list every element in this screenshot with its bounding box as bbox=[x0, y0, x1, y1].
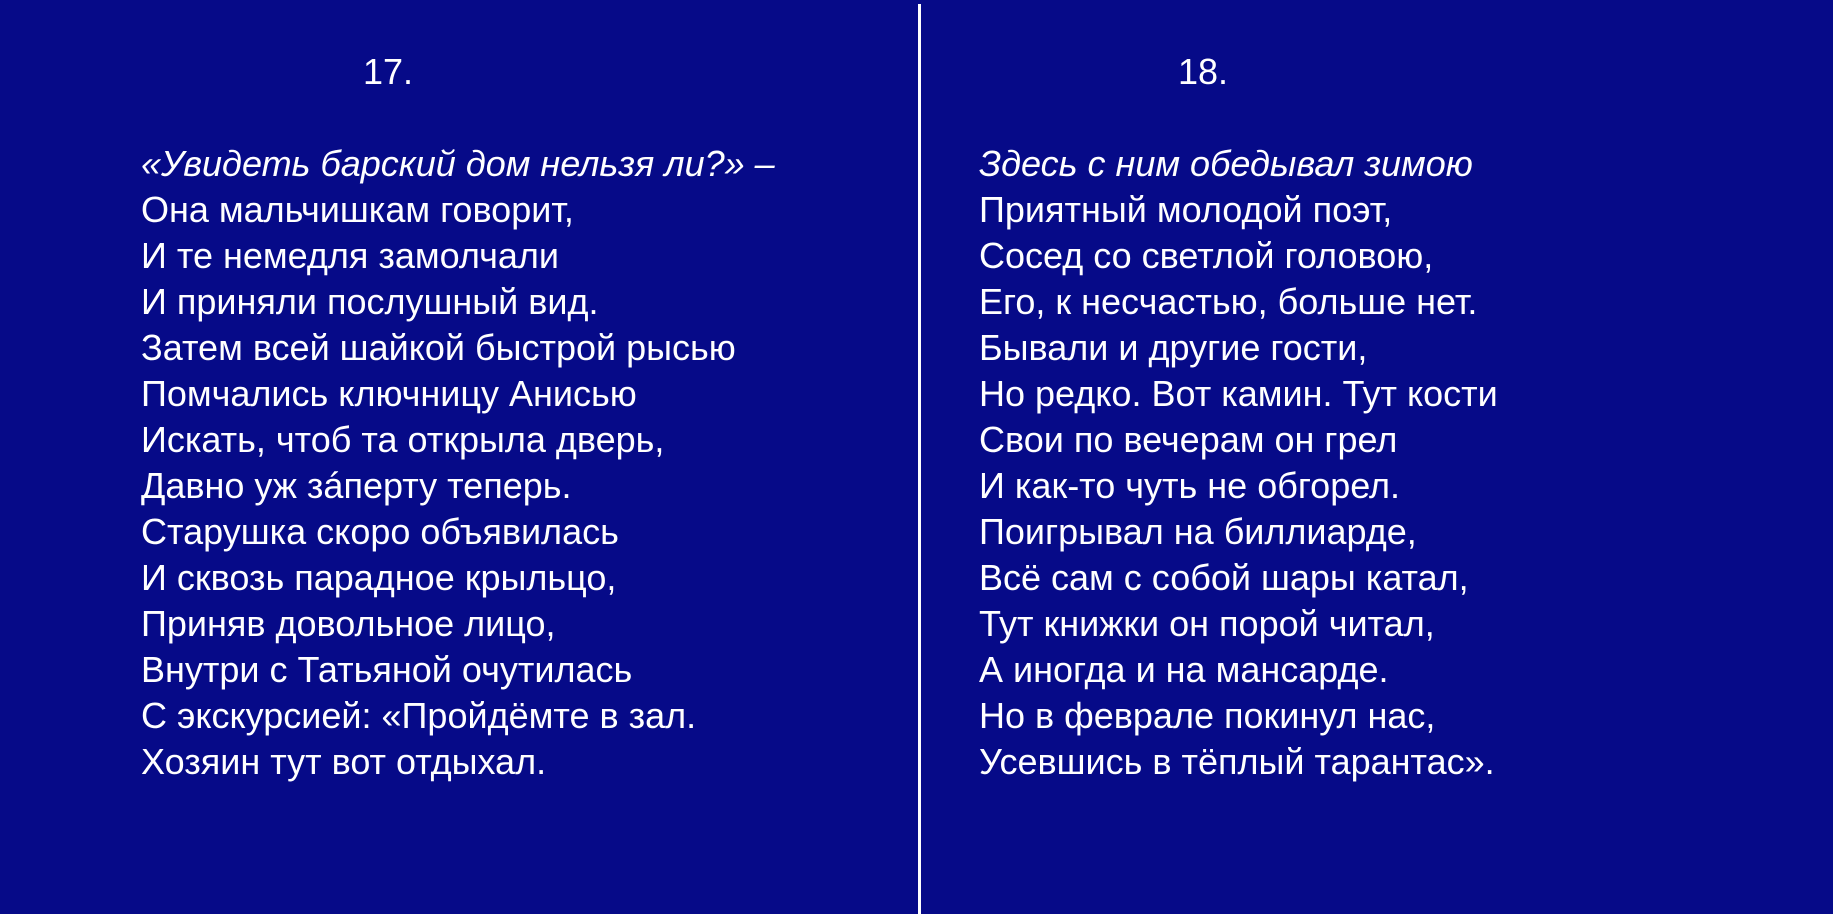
poem-line: Здесь с ним обедывал зимою bbox=[979, 143, 1473, 184]
poem-line: С экскурсией: «Пройдёмте в зал. bbox=[141, 695, 697, 736]
poem-line: Приятный молодой поэт, bbox=[979, 189, 1393, 230]
poem-line: Но редко. Вот камин. Тут кости bbox=[979, 373, 1498, 414]
poem-line: И как-то чуть не обгорел. bbox=[979, 465, 1401, 506]
column-divider bbox=[918, 4, 921, 914]
poem-line: «Увидеть барский дом нельзя ли?» – bbox=[141, 143, 775, 184]
poem-line: Свои по вечерам он грел bbox=[979, 419, 1398, 460]
poem-line: Усевшись в тёплый тарантас». bbox=[979, 741, 1495, 782]
poem-line: Тут книжки он порой читал, bbox=[979, 603, 1435, 644]
poem-line: И сквозь парадное крыльцо, bbox=[141, 557, 617, 598]
poem-line: Затем всей шайкой быстрой рысью bbox=[141, 327, 736, 368]
poem-line: Она мальчишкам говорит, bbox=[141, 189, 574, 230]
poem-line: Старушка скоро объявилась bbox=[141, 511, 619, 552]
poem-line: И те немедля замолчали bbox=[141, 235, 559, 276]
poem-line: Приняв довольное лицо, bbox=[141, 603, 556, 644]
poem-line: И приняли послушный вид. bbox=[141, 281, 599, 322]
poem-line: А иногда и на мансарде. bbox=[979, 649, 1389, 690]
poem-line: Всё сам с собой шары катал, bbox=[979, 557, 1469, 598]
poem-line: Поигрывал на биллиарде, bbox=[979, 511, 1417, 552]
poem-line: Сосед со светлой головою, bbox=[979, 235, 1434, 276]
poem-line: Помчались ключницу Анисью bbox=[141, 373, 637, 414]
poem-line: Хозяин тут вот отдыхал. bbox=[141, 741, 547, 782]
poem-line: Его, к несчастью, больше нет. bbox=[979, 281, 1478, 322]
poem-line: Бывали и другие гости, bbox=[979, 327, 1368, 368]
stanza-lines bbox=[979, 141, 1498, 785]
poem-line: Но в феврале покинул нас, bbox=[979, 695, 1436, 736]
stanza-number: 17. bbox=[363, 51, 414, 92]
stanza-number: 18. bbox=[1178, 51, 1229, 92]
poem-line: Искать, чтоб та открыла дверь, bbox=[141, 419, 665, 460]
stanza-lines bbox=[141, 141, 775, 785]
poem-line: Внутри с Татьяной очутилась bbox=[141, 649, 633, 690]
poem-line: Давно уж зáперту теперь. bbox=[141, 465, 572, 506]
